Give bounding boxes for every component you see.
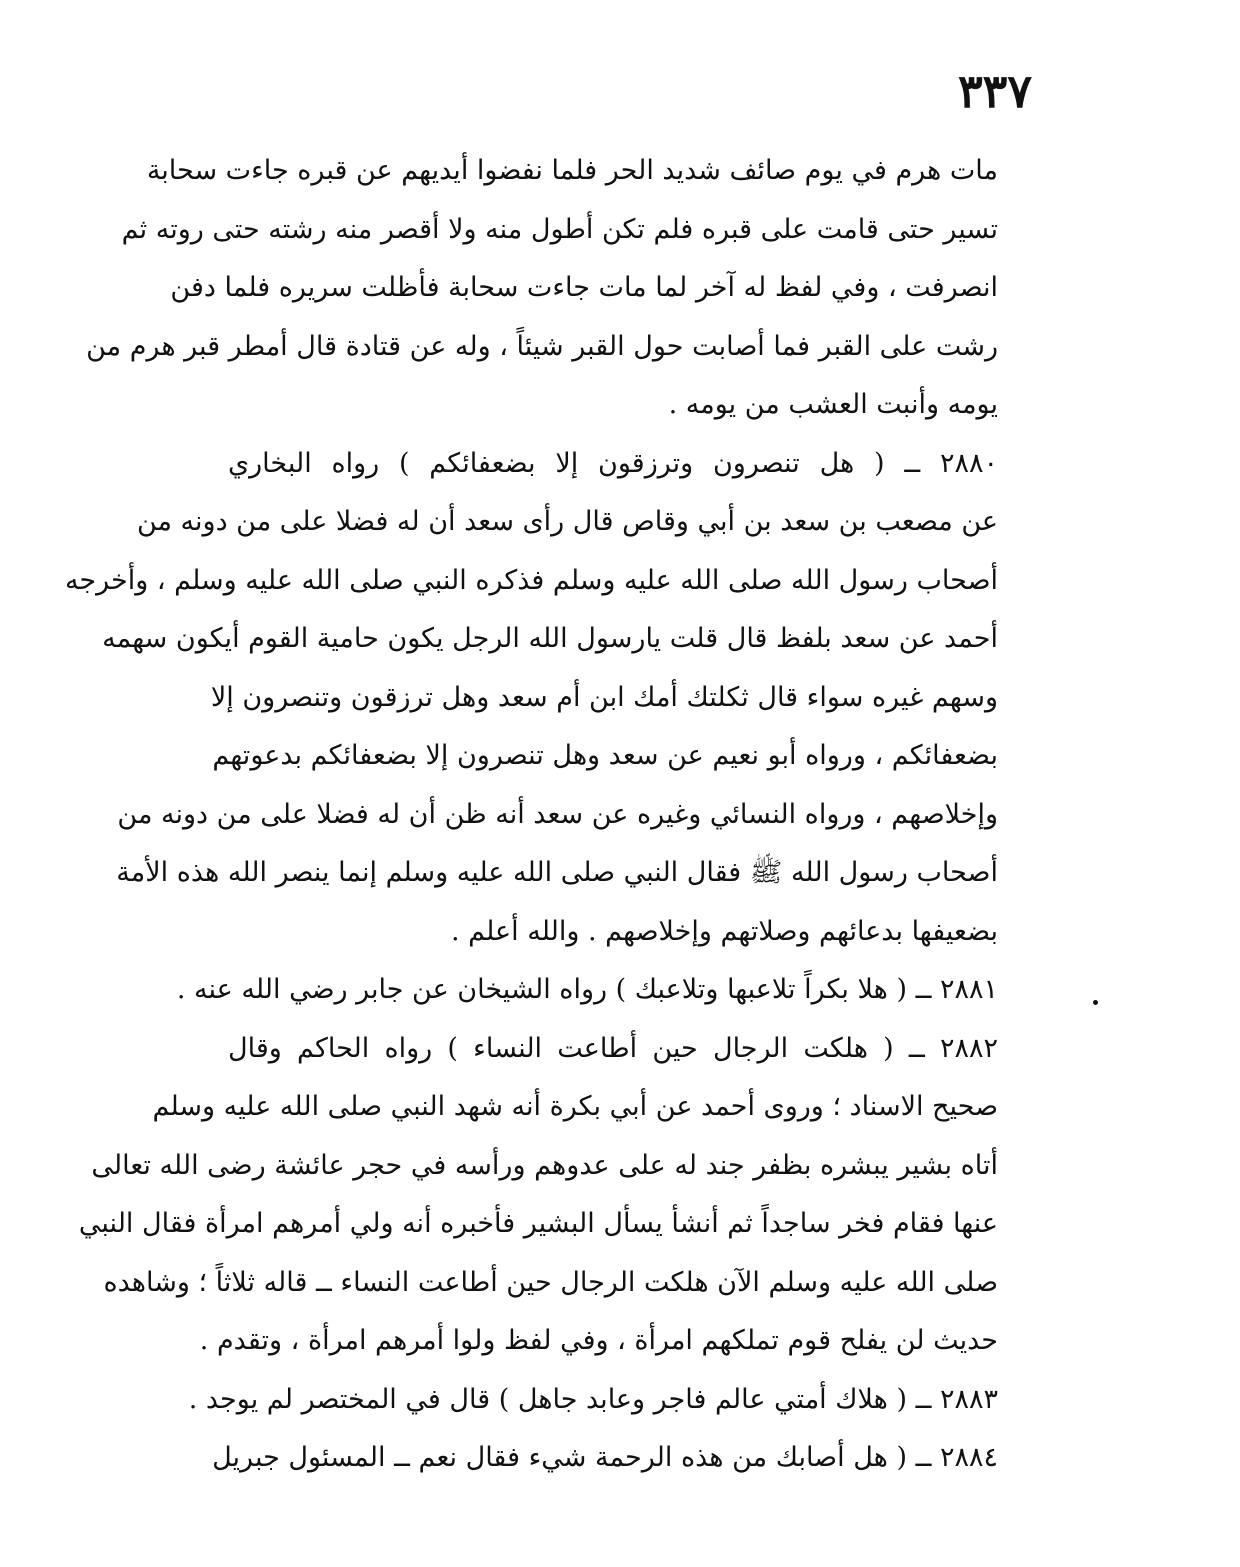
text-line: وإخلاصهم ، ورواه النسائي وغيره عن سعد أنه ظن أن له فضلا على من دونه من	[117, 798, 998, 830]
text-line: وسهم غيره سواء قال ثكلتك أمك ابن أم سعد وهل ترزقون وتنصرون إلا	[210, 681, 998, 713]
page-body	[64, 142, 998, 1488]
text-line: صحيح الاسناد ؛ وروى أحمد عن أبي بكرة أنه شهد النبي صلى الله عليه وسلم	[152, 1091, 998, 1122]
text-line: حديث لن يفلح قوم تملكهم امرأة ، وفي لفظ ولوا أمرهم امرأة ، وتقدم .	[199, 1325, 998, 1356]
text-line: أصحاب رسول الله ﷺ فقال النبي صلى الله عليه وسلم إنما ينصر الله هذه الأمة	[116, 857, 998, 888]
text-line: يومه وأنبت العشب من يومه .	[668, 389, 998, 420]
hadith-2880-heading: ٢٨٨٠ ــ ( هل تنصرون وترزقون إلا بضعفائكم ) رواه البخاري	[228, 447, 998, 479]
text-line: عنها فقام فخر ساجداً ثم أنشأ يسأل البشير فأخبره أنه ولي أمرهم امرأة فقال النبي	[78, 1208, 998, 1239]
text-line: أحمد عن سعد بلفظ قال قلت يارسول الله الرجل يكون حامية القوم أيكون سهمه	[102, 623, 998, 654]
text-line: تسير حتى قامت على قبره فلم تكن أطول منه ولا أقصر منه رشته حتى روته ثم	[121, 213, 998, 245]
text-line: صلى الله عليه وسلم الآن هلكت الرجال حين أطاعت النساء ــ قاله ثلاثاً ؛ وشاهده	[103, 1266, 998, 1298]
page-number: ٣٣٧	[957, 64, 1033, 118]
text-line: رشت على القبر فما أصابت حول القبر شيئاً ، وله عن قتادة قال أمطر قبر هرم من	[86, 330, 998, 362]
text-line: أصحاب رسول الله صلى الله عليه وسلم فذكره النبي صلى الله عليه وسلم ، وأخرجه	[64, 564, 998, 596]
text-line: مات هرم في يوم صائف شديد الحر فلما نفضوا أيديهم عن قبره جاءت سحابة	[146, 155, 998, 186]
text-line: بضعيفها بدعائهم وصلاتهم وإخلاصهم . والله أعلم .	[450, 915, 998, 947]
text-line: عن مصعب بن سعد بن أبي وقاص قال رأى سعد أن له فضلا على من دونه من	[136, 506, 998, 537]
text-line: أتاه بشير يبشره بظفر جند له على عدوهم ورأسه في حجر عائشة رضى الله تعالى	[91, 1149, 998, 1181]
hadith-2882-heading: ٢٨٨٢ ــ ( هلكت الرجال حين أطاعت النساء ) رواه الحاكم وقال	[228, 1032, 998, 1064]
text-line: بضعفائكم ، ورواه أبو نعيم عن سعد وهل تنصرون إلا بضعفائكم بدعوتهم	[212, 740, 998, 771]
hadith-2881-heading: ٢٨٨١ ــ ( هلا بكراً تلاعبها وتلاعبك ) رواه الشيخان عن جابر رضي الله عنه .	[176, 974, 998, 1005]
text-line: انصرفت ، وفي لفظ له آخر لما مات جاءت سحابة فأظلت سريره فلما دفن	[170, 272, 998, 303]
hadith-2883-heading: ٢٨٨٣ ــ ( هلاك أمتي عالم فاجر وعابد جاهل ) قال في المختصر لم يوجد .	[188, 1383, 998, 1415]
margin-dot	[1093, 1000, 1098, 1005]
hadith-2884-heading: ٢٨٨٤ ــ ( هل أصابك من هذه الرحمة شيء فقال نعم ــ المسئول جبريل	[212, 1442, 998, 1473]
